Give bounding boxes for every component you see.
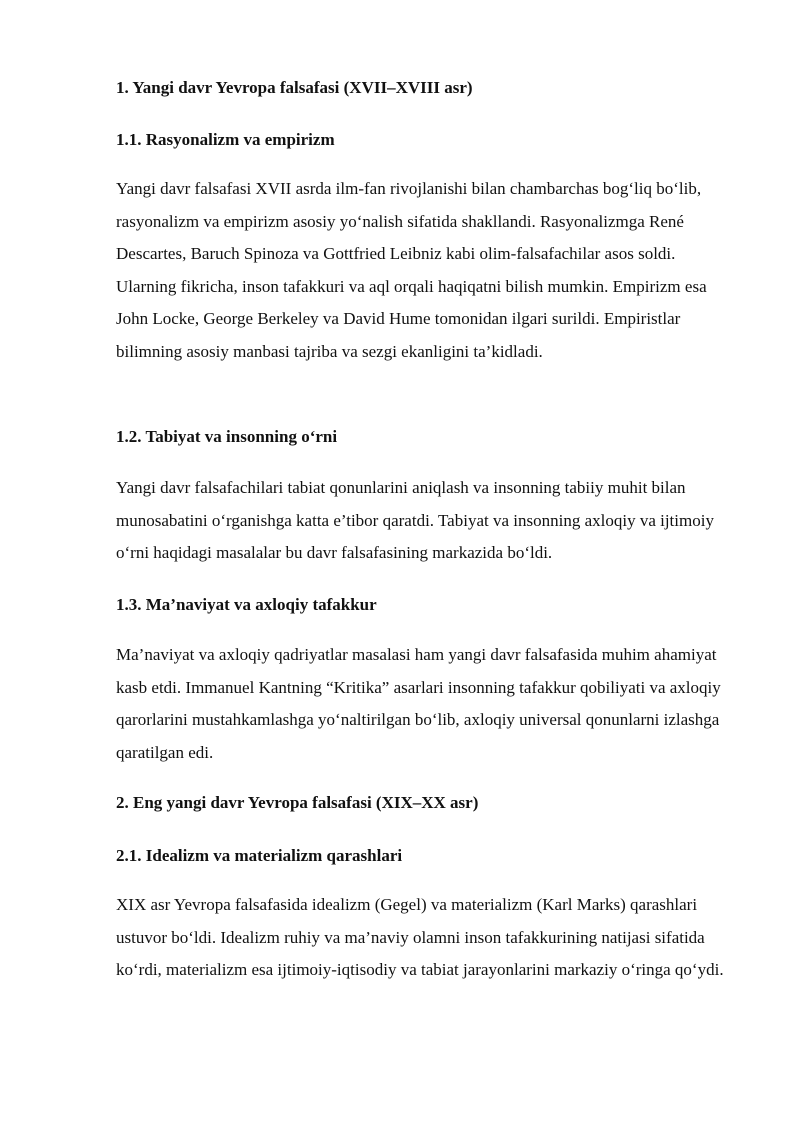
subsection-1-2-paragraph: Yangi davr falsafachilari tabiat qonunlarini aniqlash va insonning tabiiy muhit bilan munosabatini o‘rganishga katta e’tibor qaratdi. Tabiyat va insonning axloqiy va ijtimoiy o‘rni haqidagi masalalar bu davr falsafasining markazida bo‘ldi. [116, 478, 714, 562]
subsection-1-1-heading: 1.1. Rasyonalizm va empirizm [116, 130, 335, 149]
section-1-heading: 1. Yangi davr Yevropa falsafasi (XVII–XVIII asr) [116, 78, 473, 97]
subsection-1-3-paragraph: Ma’naviyat va axloqiy qadriyatlar masalasi ham yangi davr falsafasida muhim ahamiyat kasb etdi. Immanuel Kantning “Kritika” asarlari insonning tafakkur qobiliyati va axloqiy qarorlarini mustahkamlashga yo‘naltirilgan bo‘lib, axloqiy universal qonunlarni izlashga qaratilgan edi. [116, 645, 721, 762]
subsection-2-1-paragraph: XIX asr Yevropa falsafasida idealizm (Gegel) va materializm (Karl Marks) qarashlari ustuvor bo‘ldi. Idealizm ruhiy va ma’naviy olamni inson tafakkurining natijasi sifatida ko‘rdi, materializm esa ijtimoiy-iqtisodiy va tabiat jarayonlarini markaziy o‘ringa qo‘ydi. [116, 895, 724, 979]
subsection-1-2-heading: 1.2. Tabiyat va insonning o‘rni [116, 427, 338, 446]
section-2-heading: 2. Eng yangi davr Yevropa falsafasi (XIX–XX asr) [116, 793, 479, 812]
subsection-2-1-heading: 2.1. Idealizm va materializm qarashlari [116, 846, 403, 865]
subsection-1-1-paragraph: Yangi davr falsafasi XVII asrda ilm-fan rivojlanishi bilan chambarchas bog‘liq bo‘lib, rasyonalizm va empirizm asosiy yo‘nalish sifatida shakllandi. Rasyonalizmga René Descartes, Baruch Spinoza va Gottfried Leibniz kabi olim-falsafachilar asos soldi. Ularning fikricha, inson tafakkuri va aql orqali haqiqatni bilish mumkin. Empirizm esa John Locke, George Berkeley va David Hume tomonidan ilgari surildi. Empiristlar bilimning asosiy manbasi tajriba va sezgi ekanligini ta’kidladi. [116, 179, 707, 361]
subsection-1-3-heading: 1.3. Ma’naviyat va axloqiy tafakkur [116, 595, 377, 614]
